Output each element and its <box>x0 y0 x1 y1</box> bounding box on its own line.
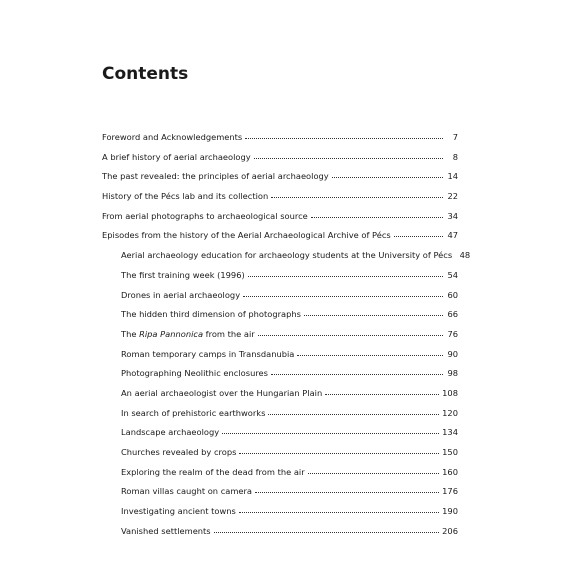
toc-entry-title: Vanished settlements <box>121 525 211 536</box>
dot-leader <box>254 158 443 159</box>
toc-page-number: 206 <box>442 525 458 536</box>
toc-entry-title: The hidden third dimension of photographs <box>121 309 301 320</box>
toc-entry-title: Landscape archaeology <box>121 427 220 438</box>
toc-entry <box>102 187 458 207</box>
toc-entry-title: A brief history of aerial archaeology <box>102 151 251 162</box>
dot-leader <box>271 197 443 198</box>
toc-page-number: 108 <box>442 387 458 398</box>
toc-entry-title: The past revealed: the principles of aerial archaeology <box>102 171 329 182</box>
toc-subentry <box>102 463 458 483</box>
toc-page-number: 48 <box>459 250 471 261</box>
toc-subentry <box>102 384 458 404</box>
dot-leader <box>304 315 443 316</box>
toc-page-number: 14 <box>447 171 458 182</box>
toc-entry-title: History of the Pécs lab and its collection <box>102 191 269 202</box>
toc-subentry <box>102 404 458 424</box>
dot-leader <box>258 335 443 336</box>
toc-page-number: 54 <box>447 269 458 280</box>
toc-page-number: 7 <box>452 132 458 142</box>
dot-leader <box>325 394 439 395</box>
toc-entry-title: In search of prehistoric earthworks <box>121 407 266 418</box>
toc-title-italic: Ripa Pannonica <box>139 328 204 339</box>
toc-page-number: 90 <box>447 348 458 359</box>
toc-title-prefix: The <box>121 328 140 339</box>
toc-entry-title: Roman temporary camps in Transdanubia <box>121 348 295 359</box>
dot-leader <box>271 374 443 375</box>
toc-page-number: 134 <box>442 427 458 438</box>
dot-leader <box>214 532 440 533</box>
page-title: Contents <box>102 64 189 84</box>
toc-page-number: 160 <box>442 466 458 477</box>
dot-leader <box>255 492 439 493</box>
toc-subentry <box>102 443 458 463</box>
toc-subentry <box>102 522 458 542</box>
toc-entry-title: An aerial archaeologist over the Hungarian Plain <box>121 387 323 398</box>
toc-subentry <box>102 325 458 345</box>
toc-entry-title: Aerial archaeology education for archaeology students at the University of Pécs <box>121 250 453 261</box>
toc-entry-title: Drones in aerial archaeology <box>121 289 241 300</box>
toc-page-number: 8 <box>452 151 458 162</box>
toc-subentry <box>102 364 458 384</box>
dot-leader <box>268 414 439 415</box>
dot-leader <box>332 177 443 178</box>
toc-entry-title: Episodes from the history of the Aerial Archaeological Archive of Pécs <box>102 230 391 241</box>
toc-subentry <box>102 482 458 502</box>
toc-page-number: 176 <box>442 486 458 497</box>
toc-entry-title <box>121 325 255 345</box>
toc-subentry <box>102 345 458 365</box>
toc-page-number: 66 <box>447 309 458 320</box>
dot-leader <box>394 236 443 237</box>
dot-leader <box>308 473 440 474</box>
toc-entry <box>102 207 458 227</box>
toc-subentry <box>102 502 458 522</box>
dot-leader <box>239 453 439 454</box>
toc-subentry <box>102 423 458 443</box>
toc-page-number: 34 <box>447 210 458 221</box>
dot-leader <box>239 512 439 513</box>
toc-entry-title: Exploring the realm of the dead from the air <box>121 466 305 477</box>
toc-entry-title: Photographing Neolithic enclosures <box>121 368 268 379</box>
toc-entry-title: Roman villas caught on camera <box>121 486 253 497</box>
toc-subentry <box>102 286 458 306</box>
toc-page-number: 47 <box>447 230 458 241</box>
toc-page-number: 150 <box>442 447 458 457</box>
dot-leader <box>222 433 439 434</box>
dot-leader <box>243 296 443 297</box>
dot-leader <box>311 217 443 218</box>
toc-title-suffix: from the air <box>203 328 255 339</box>
toc-page-number: 76 <box>447 328 458 339</box>
toc-page-number: 60 <box>447 289 458 300</box>
toc-page-number: 120 <box>442 407 458 418</box>
dot-leader <box>248 276 443 277</box>
table-of-contents <box>102 128 471 541</box>
toc-page-number: 22 <box>447 191 458 202</box>
toc-entry-title: The first training week (1996) <box>121 269 245 280</box>
dot-leader <box>297 355 443 356</box>
toc-subentry <box>102 246 471 266</box>
toc-entry-title: Foreword and Acknowledgements <box>102 132 243 142</box>
toc-subentry <box>102 266 458 286</box>
toc-page-number: 98 <box>447 368 458 379</box>
toc-entry-title: Churches revealed by crops <box>121 447 237 457</box>
toc-subentry <box>102 305 458 325</box>
toc-entry <box>102 167 458 187</box>
toc-entry <box>102 226 458 246</box>
dot-leader <box>245 138 443 139</box>
toc-entry <box>102 148 458 168</box>
toc-entry <box>102 128 458 148</box>
toc-entry-title: Investigating ancient towns <box>121 506 236 517</box>
toc-page-number: 190 <box>442 506 458 517</box>
toc-entry-title: From aerial photographs to archaeological source <box>102 210 308 221</box>
